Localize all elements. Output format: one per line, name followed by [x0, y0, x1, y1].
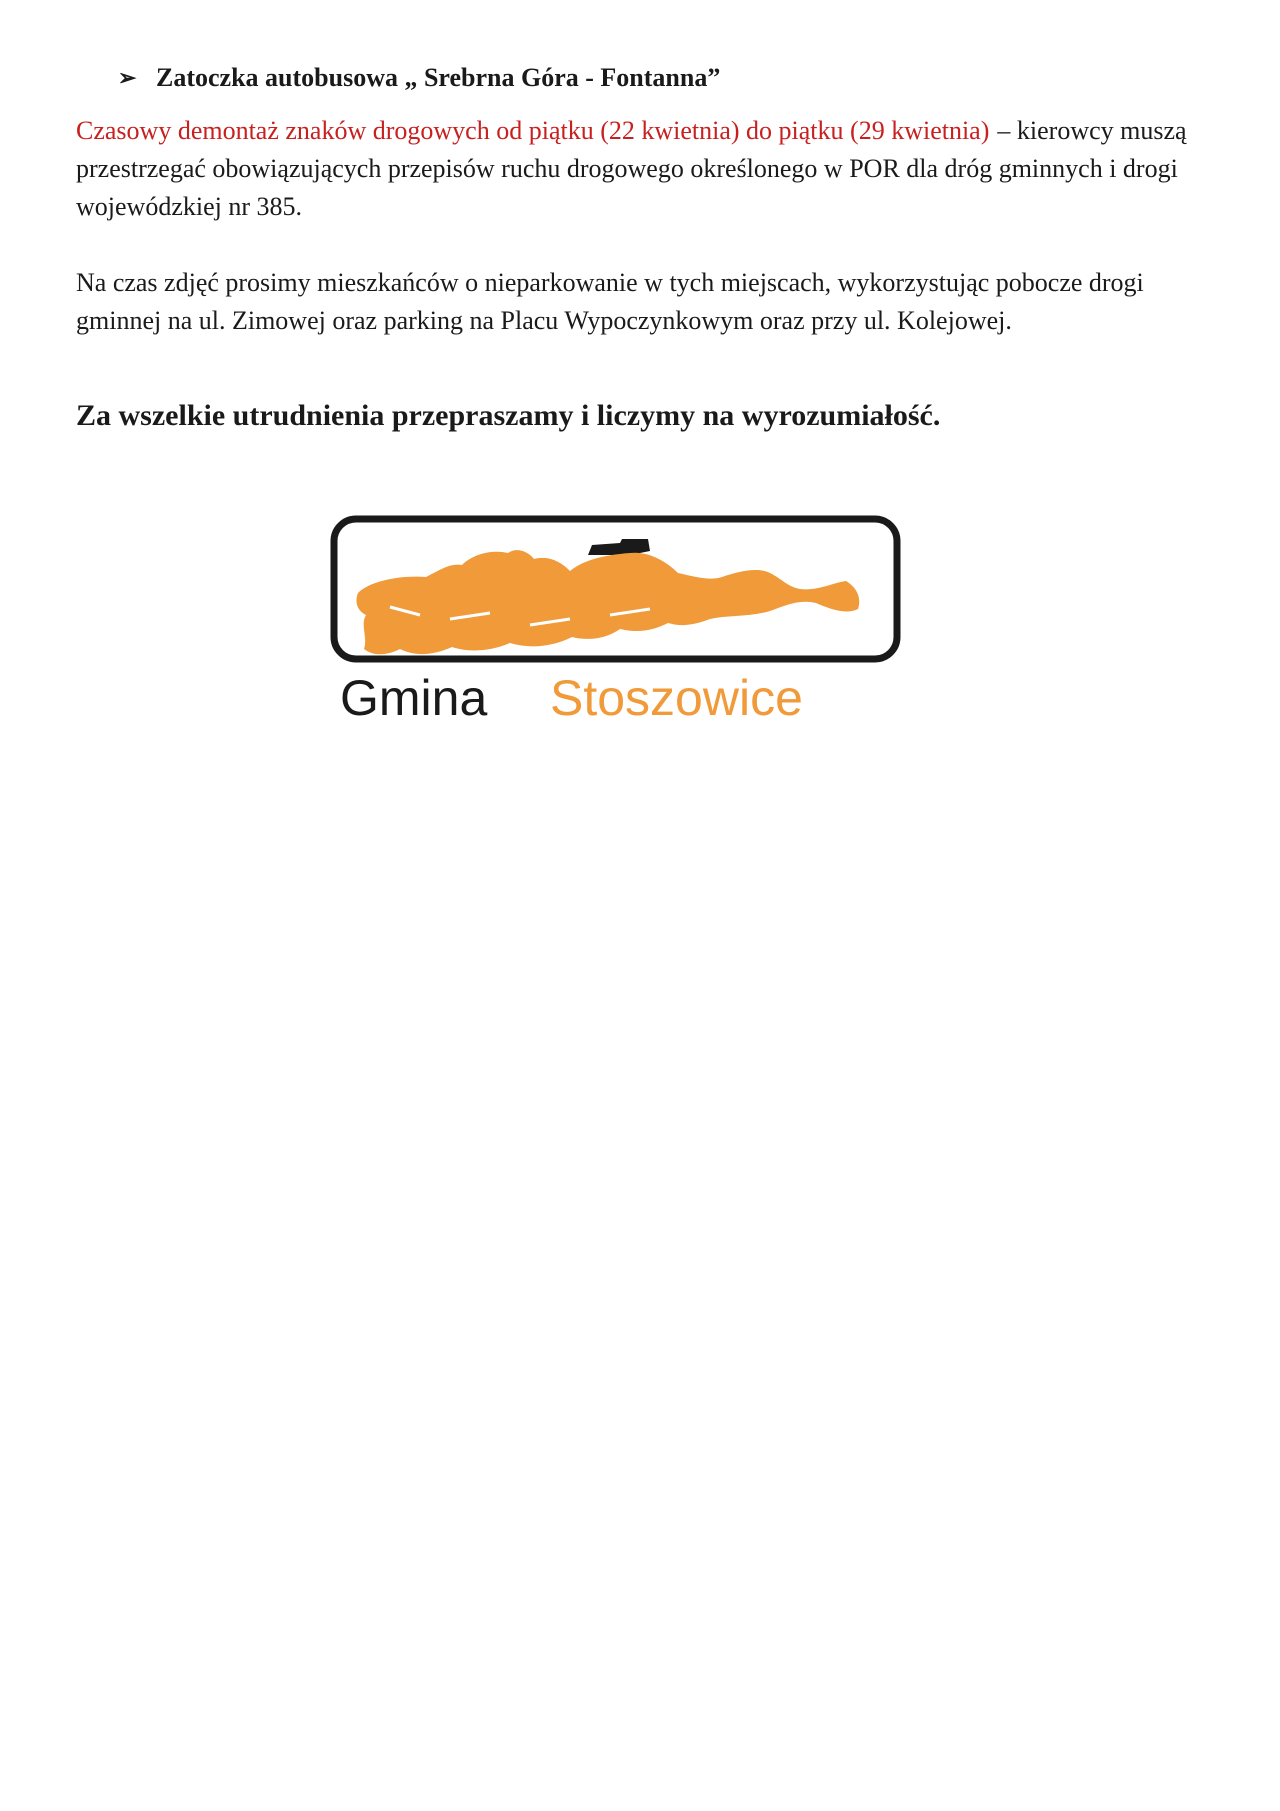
closure-notice-rest: kierowcy muszą przestrzegać obowiązujących przepisów ruchu drogowego określonego w POR dla dróg gminnych i drogi wojewódzkiej nr 385. [76, 116, 1187, 221]
logo-castle-icon [588, 539, 650, 555]
gmina-logo-graphic [330, 515, 905, 730]
section-heading [118, 62, 720, 94]
closure-paragraph [76, 112, 1206, 226]
closure-notice-red: Czasowy demontaż znaków drogowych od piątku (22 kwietnia) do piątku (29 kwietnia) [76, 116, 990, 145]
apology-text: Za wszelkie utrudnienia przepraszamy i liczymy na wyrozumiałość. [76, 399, 941, 432]
parking-paragraph: Na czas zdjęć prosimy mieszkańców o nieparkowanie w tych miejscach, wykorzystując pobocze drogi gminnej na ul. Zimowej oraz parking na Placu Wypoczynkowym oraz przy ul. Kolejowej. [76, 268, 1144, 335]
dash-separator: – [997, 116, 1011, 145]
logo-landscape-icon [356, 550, 859, 654]
logo-word-gmina: Gmina [340, 670, 488, 726]
gmina-logo [330, 515, 905, 730]
logo-word-stoszowice: Stoszowice [550, 670, 803, 726]
heading-text: Zatoczka autobusowa „ Srebrna Góra - Fontanna” [156, 63, 721, 92]
arrow-bullet-icon: ➢ [118, 65, 137, 90]
